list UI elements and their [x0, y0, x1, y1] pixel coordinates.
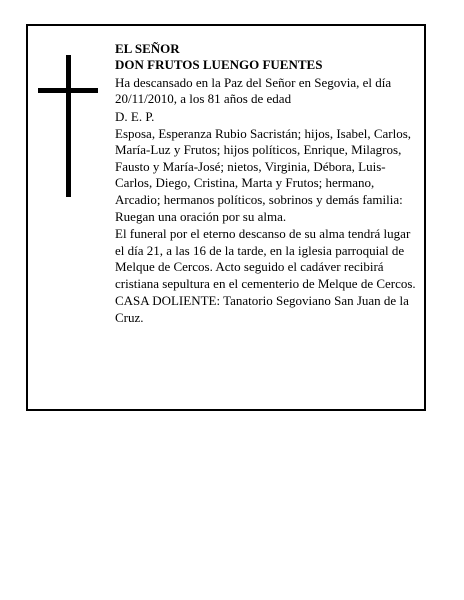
home-paragraph: CASA DOLIENTE: Tanatorio Segoviano San Juan de la Cruz.: [115, 293, 409, 325]
obituary-notice: [26, 24, 426, 411]
heading-line-1: EL SEÑOR: [115, 41, 180, 56]
obituary-text: [115, 41, 421, 326]
funeral-paragraph: El funeral por el eterno descanso de su alma tendrá lugar el día 21, a las 16 de la tarde, en la iglesia parroquial de Melque de Cercos. Acto seguido el cadáver recibirá cristiana sepultura en el cementerio de Melque de Cercos.: [115, 226, 416, 291]
announcement-paragraph: Ha descansado en la Paz del Señor en Segovia, el día 20/11/2010, a los 81 años de edad: [115, 74, 392, 107]
cross-horizontal-bar: [38, 88, 98, 93]
deceased-name: DON FRUTOS LUENGO FUENTES: [115, 57, 323, 73]
cross-icon: [38, 55, 98, 197]
rip-text: D. E. P.: [115, 108, 155, 124]
prayer-paragraph: Ruegan una oración por su alma.: [115, 209, 287, 225]
family-paragraph: Esposa, Esperanza Rubio Sacristán; hijos, Isabel, Carlos, María-Luz y Frutos; hijos políticos, Enrique, Milagros, Fausto y María-José; nietos, Virginia, Débora, Luis-Carlos, Diego, Cristina, Marta y Frutos; hermano, Arcadio; hermanos políticos, sobrinos y demás familia:: [115, 126, 412, 207]
cross-vertical-bar: [66, 55, 71, 197]
